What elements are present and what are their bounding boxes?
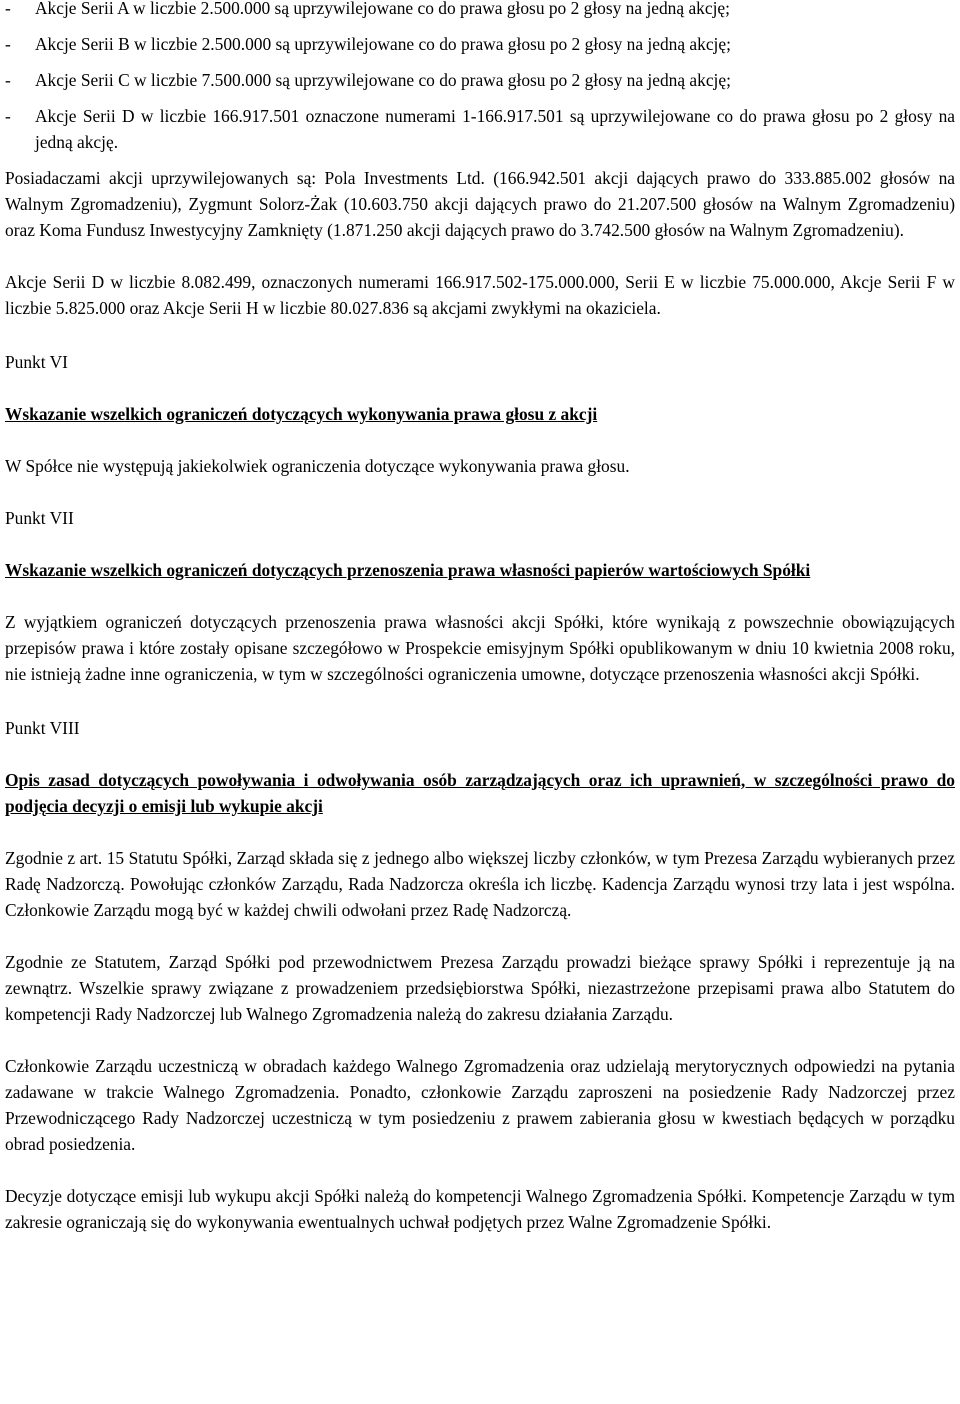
list-dash: -: [5, 0, 11, 18]
document-page: [5, 0, 955, 1235]
bearer-shares-paragraph: Akcje Serii D w liczbie 8.082.499, oznaczonych numerami 166.917.502-175.000.000, Serii E w liczbie 75.000.000, Akcje Serii F w liczbie 5.825.000 oraz Akcje Serii H w liczbie 80.027.836 są akcjami zwykłymi na okaziciela.: [5, 272, 955, 318]
section-6-body: W Spółce nie występują jakiekolwiek ograniczenia dotyczące wykonywania prawa głosu.: [5, 456, 630, 476]
section-6-heading: Punkt VI: [5, 352, 68, 372]
section-8-paragraph: Zgodnie z art. 15 Statutu Spółki, Zarząd składa się z jednego albo większej liczby członków, w tym Prezesa Zarządu wybieranych przez Radę Nadzorczą. Powołując członków Zarządu, Rada Nadzorcza określa ich liczbę. Kadencja Zarządu wynosi trzy lata i jest wspólna. Członkowie Zarządu mogą być w każdej chwili odwołani przez Radę Nadzorczą.: [5, 848, 955, 920]
section-8-heading: Punkt VIII: [5, 718, 80, 738]
list-item: [5, 67, 955, 93]
list-item-text: Akcje Serii D w liczbie 166.917.501 oznaczone numerami 1-166.917.501 są uprzywilejowane co do prawa głosu po 2 głosy na jedną akcję.: [35, 106, 955, 152]
holders-paragraph: Posiadaczami akcji uprzywilejowanych są: Pola Investments Ltd. (166.942.501 akcji dających prawo do 333.885.002 głosów na Walnym Zgromadzeniu), Zygmunt Solorz-Żak (10.603.750 akcji dających prawo do 21.207.500 głosów na Walnym Zgromadzeniu) oraz Koma Fundusz Inwestycyjny Zamknięty (1.871.250 akcji dających prawo do 3.742.500 głosów na Walnym Zgromadzeniu).: [5, 168, 955, 240]
section-7-title: Wskazanie wszelkich ograniczeń dotyczących przenoszenia prawa własności papierów wartościowych Spółki: [5, 560, 811, 580]
section-7-body: Z wyjątkiem ograniczeń dotyczących przenoszenia prawa własności akcji Spółki, które wynikają z powszechnie obowiązujących przepisów prawa i które zostały opisane szczegółowo w Prospekcie emisyjnym Spółki opublikowanym w dniu 10 kwietnia 2008 roku, nie istnieją żadne inne ograniczenia, w tym w szczególności ograniczenia umowne, dotyczące przenoszenia własności akcji Spółki.: [5, 612, 955, 684]
section-8-paragraph: Decyzje dotyczące emisji lub wykupu akcji Spółki należą do kompetencji Walnego Zgromadzenia Spółki. Kompetencje Zarządu w tym zakresie ograniczają się do wykonywania ewentualnych uchwał podjętych przez Walne Zgromadzenie Spółki.: [5, 1186, 955, 1232]
section-8-title: Opis zasad dotyczących powoływania i odwoływania osób zarządzających oraz ich uprawnień, w szczególności prawo do podjęcia decyzji o emisji lub wykupie akcji: [5, 770, 955, 816]
list-item: [5, 31, 955, 57]
section-8-paragraph: Członkowie Zarządu uczestniczą w obradach każdego Walnego Zgromadzenia oraz udzielają merytorycznych odpowiedzi na pytania zadawane w trakcie Walnego Zgromadzenia. Ponadto, członkowie Zarządu zaproszeni na posiedzenie Rady Nadzorczej przez Przewodniczącego Rady Nadzorczej uczestniczą w tym posiedzeniu z prawem zabierania głosu w kwestiach będących w porządku obrad posiedzenia.: [5, 1056, 955, 1154]
list-item-text: Akcje Serii C w liczbie 7.500.000 są uprzywilejowane co do prawa głosu po 2 głosy na jedną akcję;: [35, 70, 731, 90]
list-item: [5, 0, 955, 21]
list-dash: -: [5, 70, 11, 90]
list-item-text: Akcje Serii B w liczbie 2.500.000 są uprzywilejowane co do prawa głosu po 2 głosy na jedną akcję;: [35, 34, 731, 54]
preferred-shares-list: [5, 0, 955, 155]
list-item: [5, 103, 955, 155]
section-8-paragraph: Zgodnie ze Statutem, Zarząd Spółki pod przewodnictwem Prezesa Zarządu prowadzi bieżące sprawy Spółki i reprezentuje ją na zewnątrz. Wszelkie sprawy związane z prowadzeniem przedsiębiorstwa Spółki, niezastrzeżone przepisami prawa albo Statutem do kompetencji Rady Nadzorczej lub Walnego Zgromadzenia należą do zakresu działania Zarządu.: [5, 952, 955, 1024]
section-6-title: Wskazanie wszelkich ograniczeń dotyczących wykonywania prawa głosu z akcji: [5, 404, 598, 424]
list-dash: -: [5, 106, 11, 126]
list-dash: -: [5, 34, 11, 54]
section-7-heading: Punkt VII: [5, 508, 74, 528]
list-item-text: Akcje Serii A w liczbie 2.500.000 są uprzywilejowane co do prawa głosu po 2 głosy na jedną akcję;: [35, 0, 730, 18]
